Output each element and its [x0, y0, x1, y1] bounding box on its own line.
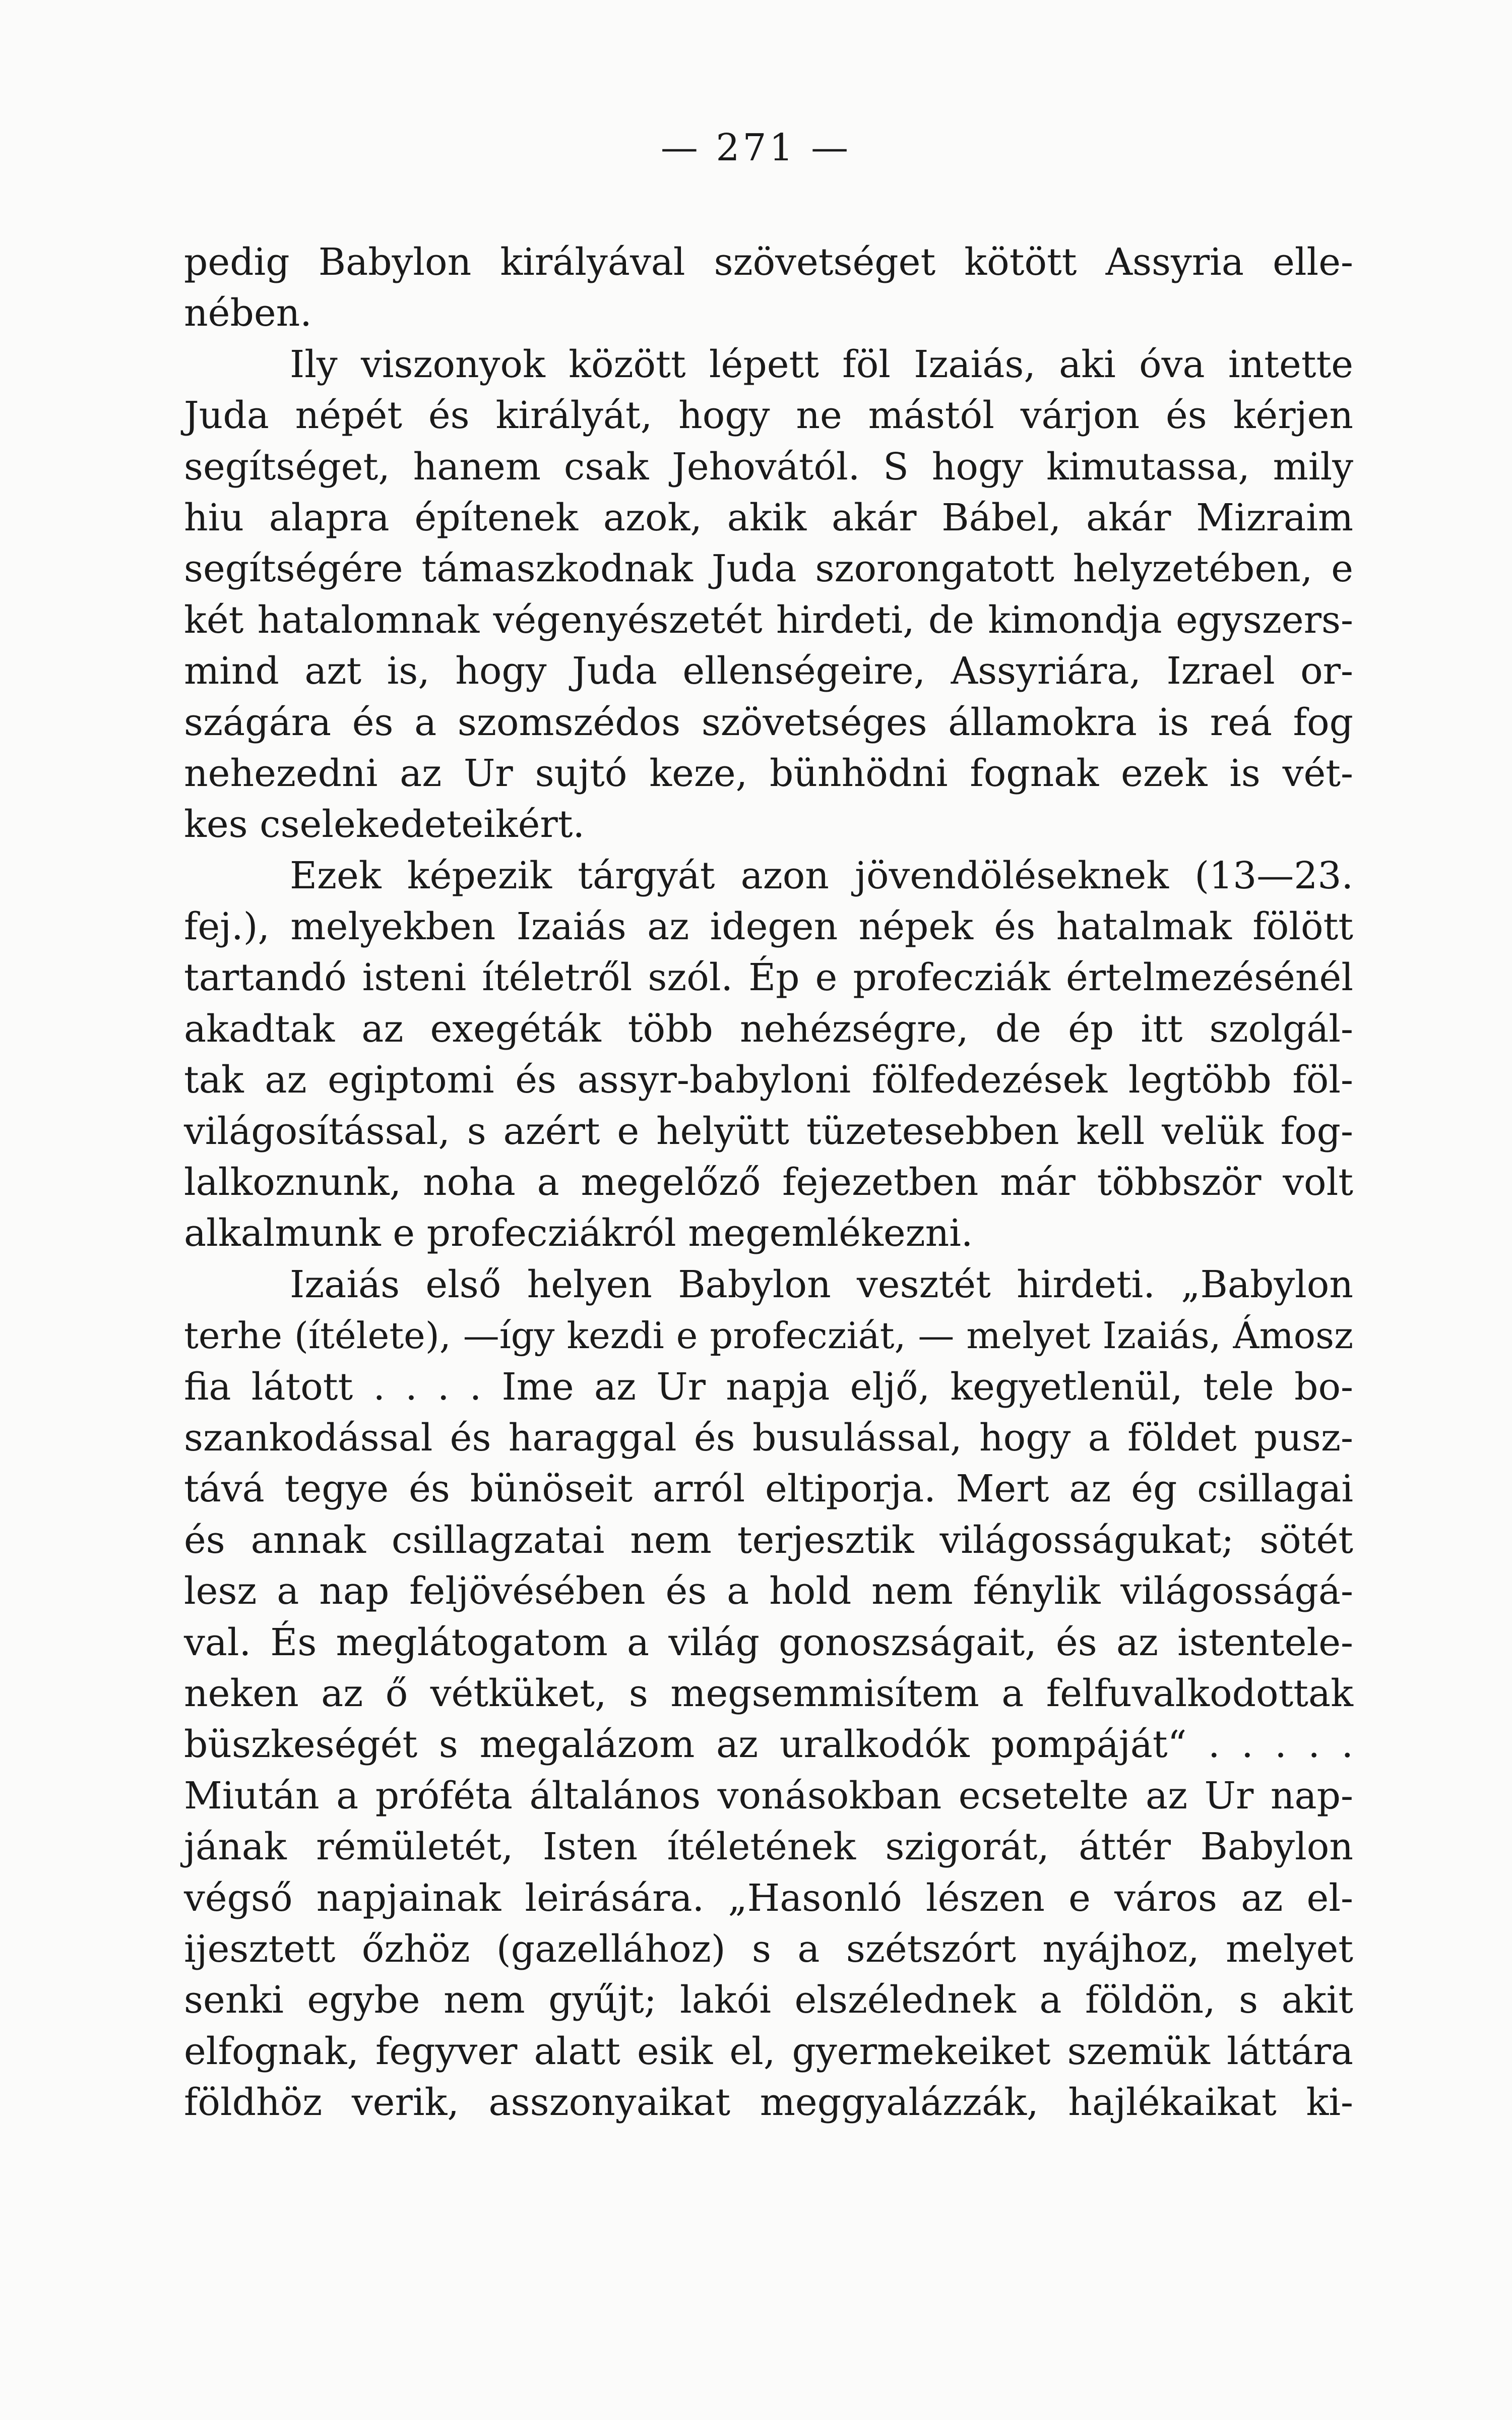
text-line: segítséget, hanem csak Jehovától. S hogy kimutassa, mily: [184, 445, 1353, 489]
text-line: lalkoznunk, noha a megelőző fejezetben már többször volt: [184, 1161, 1353, 1204]
text-line: elfognak, fegyver alatt esik el, gyermekeiket szemük láttára: [184, 2029, 1353, 2073]
text-line: lesz a nap feljövésében és a hold nem fénylik világosságá-: [184, 1569, 1353, 1613]
text-line: jának rémületét, Isten ítéletének szigorát, áttér Babylon: [184, 1825, 1353, 1869]
text-line: val. És meglátogatom a világ gonoszságait, és az istentele-: [184, 1620, 1353, 1664]
text-line: két hatalomnak végenyészetét hirdeti, de kimondja egyszers-: [184, 598, 1353, 642]
text-line: büszkeségét s megalázom az uralkodók pompáját“ . . . . .: [184, 1723, 1353, 1767]
text-line: kes cselekedeteikért.: [184, 803, 585, 846]
text-line: földhöz verik, asszonyaikat meggyalázzák, hajlékaikat ki-: [184, 2081, 1353, 2125]
text-line: Miután a próféta általános vonásokban ecsetelte az Ur nap-: [184, 1774, 1353, 1818]
text-line: tává tegye és bünöseit arról eltiporja. Mert az ég csillagai: [184, 1467, 1353, 1511]
text-line: pedig Babylon királyával szövetséget kötött Assyria elle-: [184, 240, 1353, 284]
text-line: és annak csillagzatai nem terjesztik világosságukat; sötét: [184, 1518, 1353, 1562]
text-line: nében.: [184, 291, 312, 335]
text-line: senki egybe nem gyűjt; lakói elszélednek a földön, s akit: [184, 1978, 1353, 2022]
body-text: [184, 237, 1353, 2128]
text-line: neken az ő vétküket, s megsemmisítem a felfuvalkodottak: [184, 1671, 1353, 1715]
text-line: végső napjainak leirására. „Hasonló lészen e város az el-: [184, 1876, 1353, 1920]
text-line: tartandó isteni ítéletről szól. Ép e profecziák értelmezésénél: [184, 956, 1353, 1000]
text-line: világosítással, s azért e helyütt tüzetesebben kell velük fog-: [184, 1109, 1353, 1153]
text-line: szankodással és haraggal és busulással, hogy a földet pusz-: [184, 1416, 1353, 1460]
text-line: Juda népét és királyát, hogy ne mástól várjon és kérjen: [184, 394, 1353, 438]
text-line: alkalmunk e profecziákról megemlékezni.: [184, 1212, 973, 1255]
text-line: Ily viszonyok között lépett föl Izaiás, aki óva intette: [290, 342, 1353, 386]
text-line: nehezedni az Ur sujtó keze, bünhödni fognak ezek is vét-: [184, 751, 1353, 795]
text-line: fia látott . . . . Ime az Ur napja eljő, kegyetlenül, tele bo-: [184, 1365, 1353, 1409]
text-line: segítségére támaszkodnak Juda szorongatott helyzetében, e: [184, 547, 1353, 591]
page-number: — 271 —: [660, 126, 852, 169]
text-line: terhe (ítélete), —így kezdi e profecziát, — melyet Izaiás, Ámosz: [184, 1314, 1353, 1357]
text-line: szágára és a szomszédos szövetséges államokra is reá fog: [184, 700, 1353, 744]
text-line: hiu alapra építenek azok, akik akár Bábel, akár Mizraim: [184, 496, 1353, 539]
text-line: Izaiás első helyen Babylon vesztét hirdeti. „Babylon: [290, 1262, 1353, 1306]
text-line: akadtak az exegéták több nehézségre, de ép itt szolgál-: [184, 1007, 1353, 1051]
text-line: Ezek képezik tárgyát azon jövendöléseknek (13—23.: [290, 854, 1353, 897]
text-line: fej.), melyekben Izaiás az idegen népek és hatalmak fölött: [184, 905, 1353, 949]
text-line: mind azt is, hogy Juda ellenségeire, Assyriára, Izrael or-: [184, 649, 1353, 693]
text-line: ijesztett őzhöz (gazellához) s a szétszórt nyájhoz, melyet: [184, 1927, 1353, 1971]
text-line: tak az egiptomi és assyr-babyloni fölfedezések legtöbb föl-: [184, 1058, 1353, 1102]
